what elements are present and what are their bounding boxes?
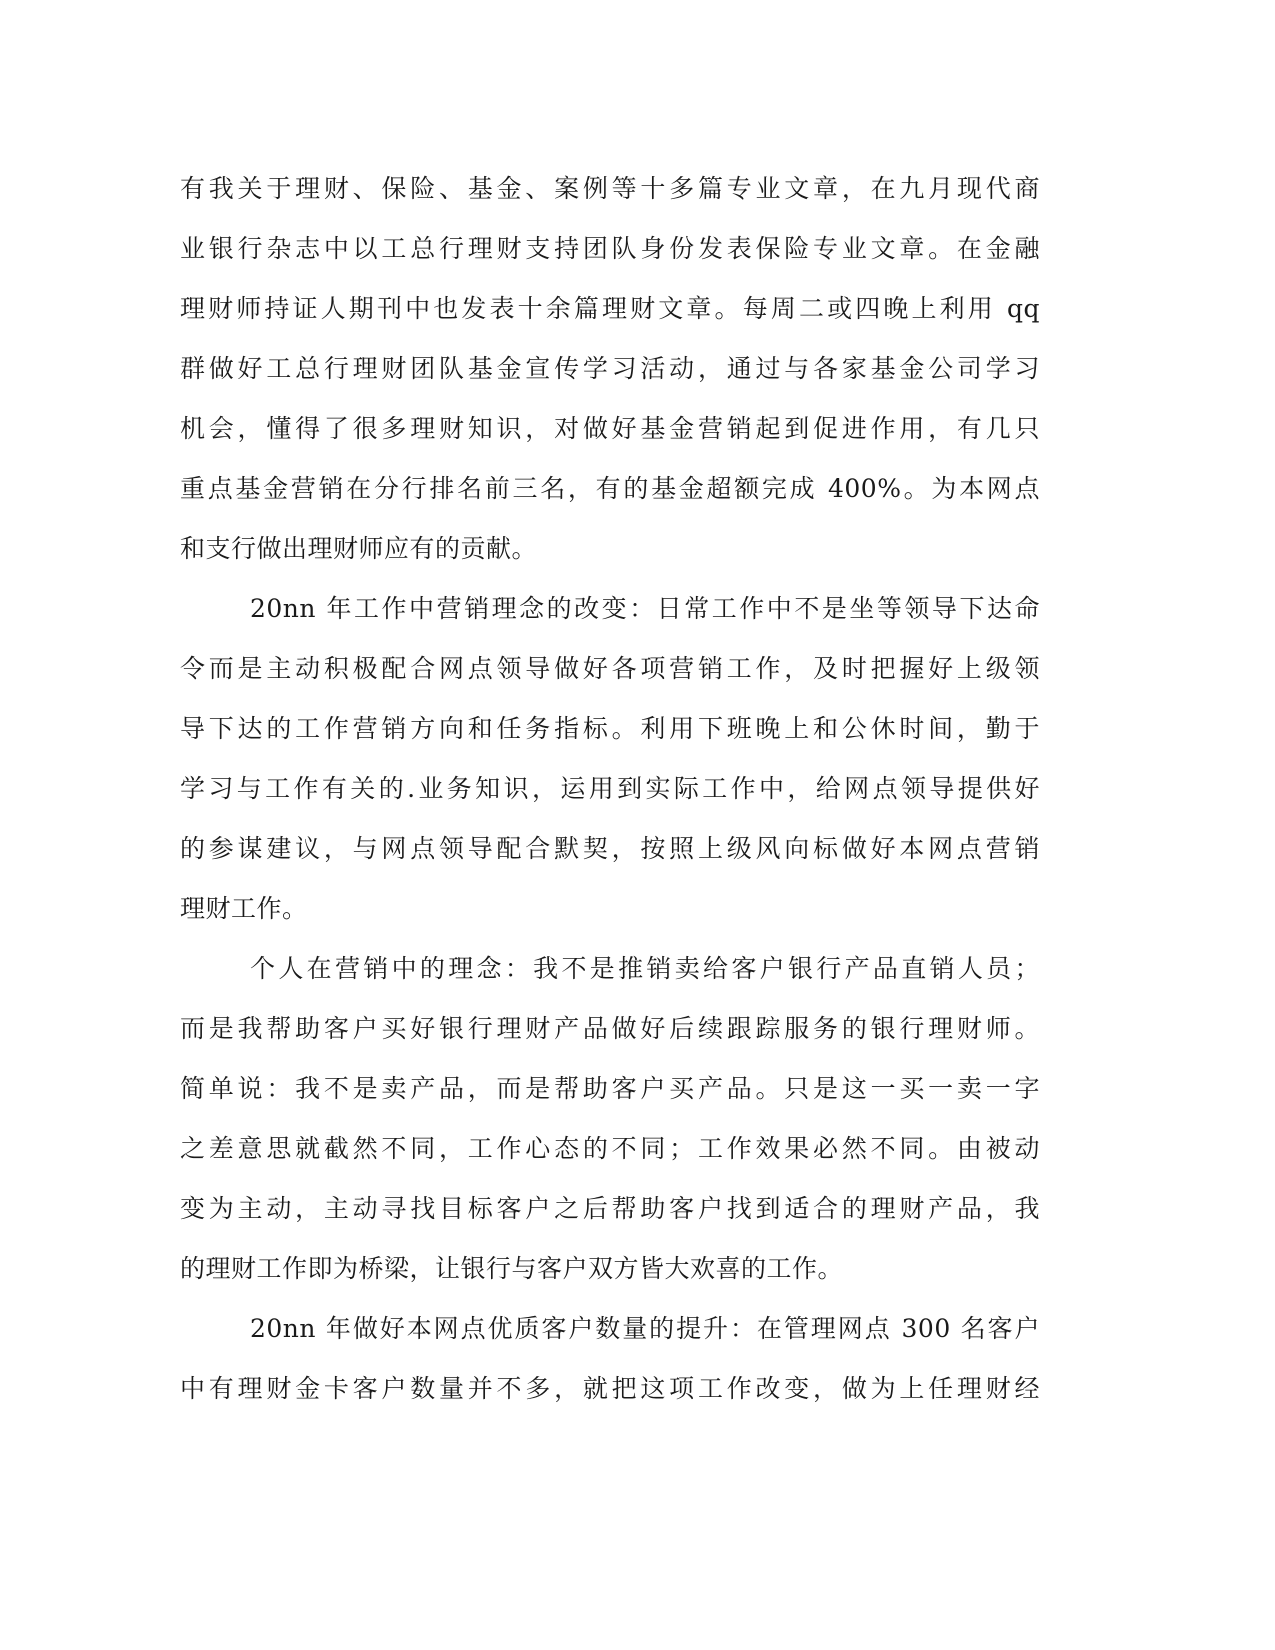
text-line: 理财师持证人期刊中也发表十余篇理财文章。每周二或四晚上利用 qq [180,294,1040,323]
text-line: 重点基金营销在分行排名前三名，有的基金超额完成 400%。为本网点 [180,474,1040,503]
text-line: 的参谋建议，与网点领导配合默契，按照上级风向标做好本网点营销 [180,834,1040,863]
text-line: 个人在营销中的理念：我不是推销卖给客户银行产品直销人员； [250,954,1040,983]
text-line: 理财工作。 [180,894,308,923]
text-line: 机会，懂得了很多理财知识，对做好基金营销起到促进作用，有几只 [180,414,1040,443]
text-line: 20nn 年做好本网点优质客户数量的提升：在管理网点 300 名客户 [250,1314,1040,1343]
text-line: 而是我帮助客户买好银行理财产品做好后续跟踪服务的银行理财师。 [180,1014,1040,1043]
text-line: 学习与工作有关的.业务知识，运用到实际工作中，给网点领导提供好 [180,774,1040,803]
text-line: 中有理财金卡客户数量并不多，就把这项工作改变，做为上任理财经 [180,1374,1040,1403]
text-line: 令而是主动积极配合网点领导做好各项营销工作，及时把握好上级领 [180,654,1040,683]
text-line: 简单说：我不是卖产品，而是帮助客户买产品。只是这一买一卖一字 [180,1074,1040,1103]
text-line: 之差意思就截然不同，工作心态的不同；工作效果必然不同。由被动 [180,1134,1040,1163]
text-line: 的理财工作即为桥梁，让银行与客户双方皆大欢喜的工作。 [180,1254,844,1283]
text-line: 变为主动，主动寻找目标客户之后帮助客户找到适合的理财产品，我 [180,1194,1040,1223]
text-line: 业银行杂志中以工总行理财支持团队身份发表保险专业文章。在金融 [180,234,1040,263]
text-line: 20nn 年工作中营销理念的改变：日常工作中不是坐等领导下达命 [250,594,1040,623]
body-text [180,159,1040,1419]
text-line: 和支行做出理财师应有的贡献。 [180,534,538,563]
text-line: 有我关于理财、保险、基金、案例等十多篇专业文章，在九月现代商 [180,174,1040,203]
paragraph [180,159,1040,579]
paragraph [180,1299,1040,1419]
paragraph [180,939,1040,1299]
paragraph [180,579,1040,939]
text-line: 导下达的工作营销方向和任务指标。利用下班晚上和公休时间，勤于 [180,714,1040,743]
text-line: 群做好工总行理财团队基金宣传学习活动，通过与各家基金公司学习 [180,354,1040,383]
